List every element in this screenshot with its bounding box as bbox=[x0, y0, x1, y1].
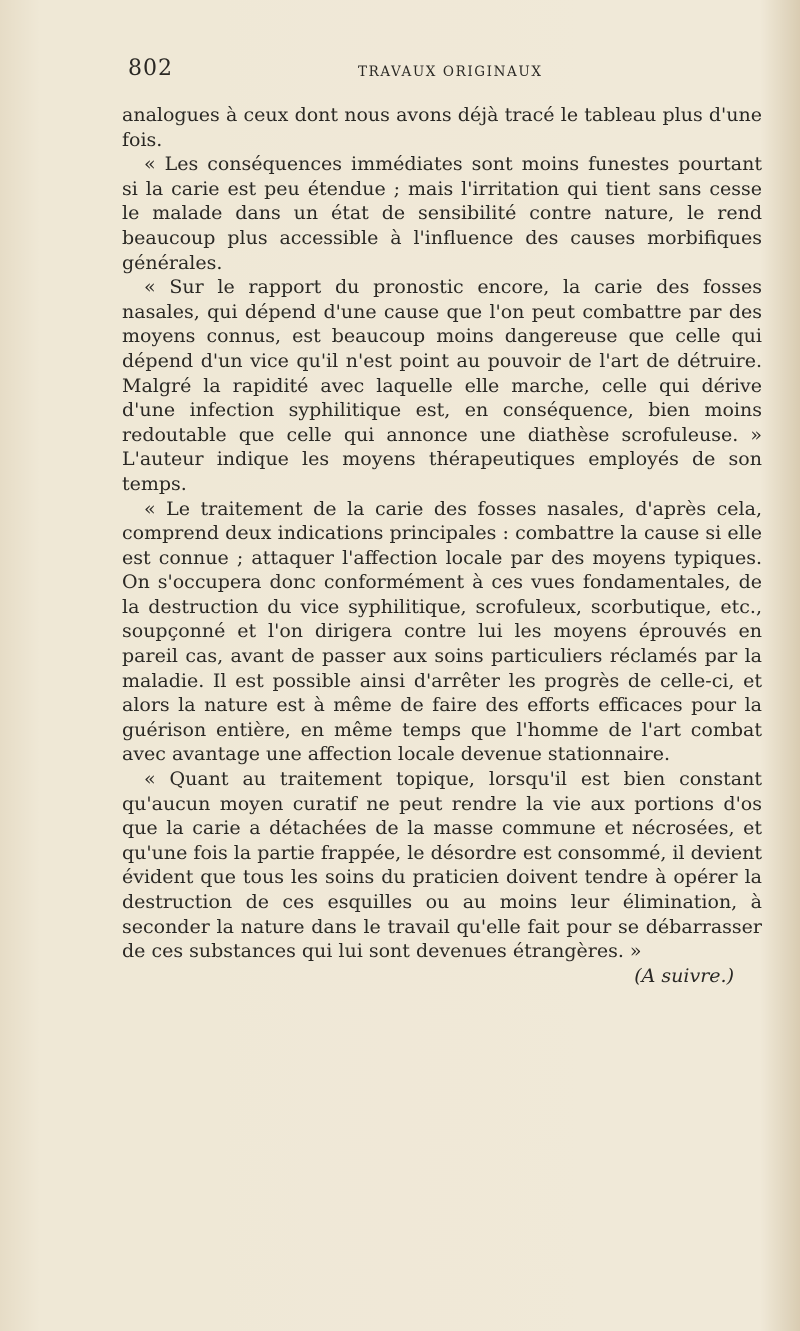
page-number: 802 bbox=[128, 56, 173, 81]
paragraph: « Quant au traitement topique, lorsqu'il est bien constant qu'aucun moyen curatif ne peut rendre la vie aux portions d'os que la carie a détachées de la masse commune et nécrosées, et qu'une fois la partie frappée, le désordre est consommé, il devient évident que tous les soins du praticien doivent tendre à opérer la destruction de ces esquilles ou au moins leur élimination, à seconder la nature dans le travail qu'elle fait pour se débarrasser de ces substances qui lui sont devenues étrangères. » bbox=[122, 768, 762, 963]
paragraph: « Les conséquences immédiates sont moins funestes pourtant si la carie est peu étendue ; mais l'irritation qui tient sans cesse le malade dans un état de sensibilité contre nature, le rend beaucoup plus accessible à l'influence des causes morbifiques générales. bbox=[122, 153, 762, 274]
paragraph: « Sur le rapport du pronostic encore, la carie des fosses nasales, qui dépend d'une cause que l'on peut combattre par des moyens connus, est beaucoup moins dangereuse que celle qui dépend d'un vice qu'il n'est point au pouvoir de l'art de détruire. Malgré la rapidité avec laquelle elle marche, celle qui dérive d'une infection syphilitique est, en conséquence, bien moins redoutable que celle qui annonce une diathèse scrofuleuse. » L'auteur indique les moyens thérapeutiques employés de son temps. bbox=[122, 276, 762, 495]
paragraph-continuation: analogues à ceux dont nous avons déjà tracé le tableau plus d'une fois. bbox=[122, 104, 762, 151]
to-be-continued: (A suivre.) bbox=[634, 964, 734, 987]
body-text bbox=[122, 103, 762, 988]
running-title: TRAVAUX ORIGINAUX bbox=[358, 64, 543, 80]
paragraph: « Le traitement de la carie des fosses nasales, d'après cela, comprend deux indications principales : combattre la cause si elle est connue ; attaquer l'affection locale par des moyens typiques. On s'occupera donc conformément à ces vues fondamentales, de la destruction du vice syphilitique, scrofuleux, scorbutique, etc., soupçonné et l'on dirigera contre lui les moyens éprouvés en pareil cas, avant de passer aux soins particuliers réclamés par la maladie. Il est possible ainsi d'arrêter les progrès de celle-ci, et alors la nature est à même de faire des efforts efficaces pour la guérison entière, en même temps que l'homme de l'art combat avec avantage une affection locale devenue stationnaire. bbox=[122, 497, 762, 766]
page-header bbox=[128, 56, 768, 96]
